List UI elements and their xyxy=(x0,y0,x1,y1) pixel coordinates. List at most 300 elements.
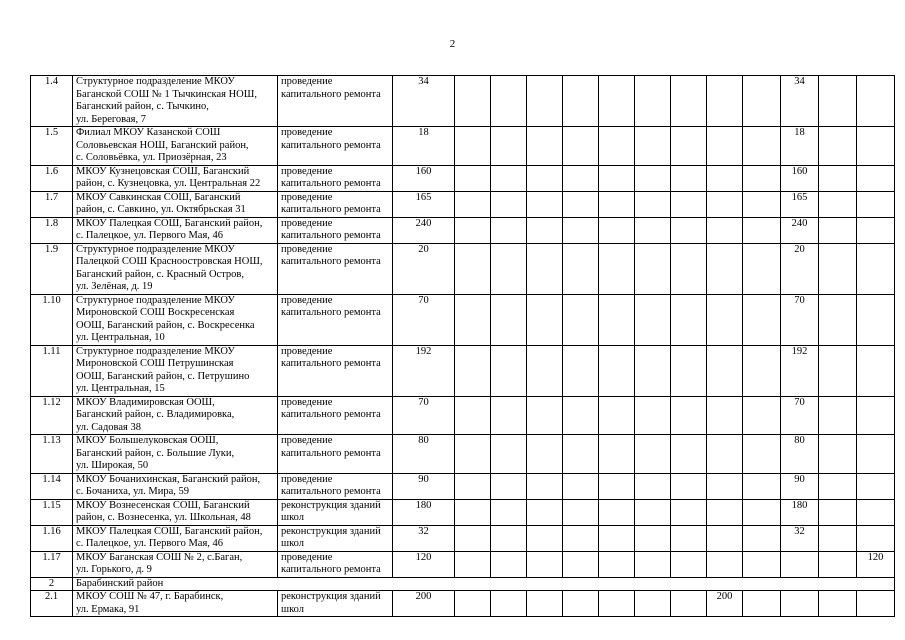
empty-cell xyxy=(527,243,563,294)
institution-name xyxy=(73,435,278,474)
empty-cell xyxy=(455,435,491,474)
table-row xyxy=(31,76,895,127)
empty-cell xyxy=(819,191,857,217)
empty-cell xyxy=(671,165,707,191)
empty-cell xyxy=(743,127,781,166)
row-number: 1.4 xyxy=(31,76,73,127)
empty-cell xyxy=(819,345,857,396)
total-value: 165 xyxy=(393,191,455,217)
empty-cell xyxy=(819,165,857,191)
value-cell: 18 xyxy=(781,127,819,166)
empty-cell xyxy=(635,396,671,435)
empty-cell xyxy=(563,243,599,294)
institution-name-line: ул. Центральная, 15 xyxy=(76,383,165,394)
empty-cell xyxy=(599,76,635,127)
empty-cell xyxy=(743,435,781,474)
empty-cell xyxy=(455,551,491,577)
value-cell xyxy=(857,243,895,294)
value-cell xyxy=(857,525,895,551)
work-type-line: проведение xyxy=(281,345,333,357)
total-value: 200 xyxy=(393,591,455,617)
total-value: 180 xyxy=(393,499,455,525)
empty-cell xyxy=(707,191,743,217)
work-type xyxy=(278,435,393,474)
institution-name-line: с. Бочаниха, ул. Мира, 59 xyxy=(76,486,190,497)
row-number: 1.9 xyxy=(31,243,73,294)
institution-name-line: МКОУ Баганская СОШ № 2, с.Баган, xyxy=(76,551,243,563)
total-value: 20 xyxy=(393,243,455,294)
empty-cell xyxy=(671,525,707,551)
empty-cell xyxy=(599,435,635,474)
work-type-line: проведение xyxy=(281,191,333,203)
empty-cell xyxy=(563,525,599,551)
table-row xyxy=(31,165,895,191)
table-row xyxy=(31,473,895,499)
work-type xyxy=(278,345,393,396)
institution-name-line: ООШ, Баганский район, с. Петрушино xyxy=(76,370,250,382)
empty-cell xyxy=(635,591,671,617)
institution-name xyxy=(73,396,278,435)
work-type xyxy=(278,191,393,217)
institution-name-line: МКОУ Большелуковская ООШ, xyxy=(76,435,219,446)
empty-cell xyxy=(599,499,635,525)
empty-cell xyxy=(455,591,491,617)
empty-cell xyxy=(563,76,599,127)
section-number: 2 xyxy=(31,577,73,591)
institution-name-line: Структурное подразделение МКОУ xyxy=(76,243,235,255)
institution-name xyxy=(73,127,278,166)
empty-cell xyxy=(781,591,819,617)
empty-cell xyxy=(563,294,599,345)
institution-name-line: ул. Береговая, 7 xyxy=(76,113,146,125)
value-cell: 200 xyxy=(707,591,743,617)
table-row xyxy=(31,345,895,396)
empty-cell xyxy=(455,127,491,166)
institution-name-line: МКОУ Владимировская ООШ, xyxy=(76,396,215,408)
empty-cell xyxy=(599,345,635,396)
empty-cell xyxy=(671,217,707,243)
empty-cell xyxy=(563,127,599,166)
institution-name xyxy=(73,217,278,243)
empty-cell xyxy=(671,294,707,345)
empty-cell xyxy=(819,294,857,345)
empty-cell xyxy=(527,591,563,617)
institution-name xyxy=(73,345,278,396)
empty-cell xyxy=(599,396,635,435)
institution-name-line: район, с. Кузнецовка, ул. Центральная 22 xyxy=(76,178,261,189)
empty-cell xyxy=(491,435,527,474)
empty-cell xyxy=(491,473,527,499)
work-type-line: капитального ремонта xyxy=(281,88,381,100)
empty-cell xyxy=(563,217,599,243)
empty-cell xyxy=(599,473,635,499)
empty-cell xyxy=(635,525,671,551)
empty-cell xyxy=(563,435,599,474)
value-cell xyxy=(857,217,895,243)
value-cell: 20 xyxy=(781,243,819,294)
empty-cell xyxy=(743,591,781,617)
empty-cell xyxy=(635,127,671,166)
work-type-line: проведение xyxy=(281,435,333,446)
institution-name-line: Филиал МКОУ Казанской СОШ xyxy=(76,127,221,138)
value-cell xyxy=(857,165,895,191)
work-type-line: капитального ремонта xyxy=(281,486,381,497)
empty-cell xyxy=(599,591,635,617)
empty-cell xyxy=(743,191,781,217)
empty-cell xyxy=(635,473,671,499)
work-type-line: проведение xyxy=(281,294,333,306)
institution-name xyxy=(73,499,278,525)
value-cell: 32 xyxy=(781,525,819,551)
empty-cell xyxy=(707,165,743,191)
institution-name xyxy=(73,591,278,617)
work-type-line: проведение xyxy=(281,473,333,485)
work-type-line: школ xyxy=(281,603,305,615)
empty-cell xyxy=(527,473,563,499)
empty-cell xyxy=(455,473,491,499)
work-type xyxy=(278,127,393,166)
empty-cell xyxy=(635,294,671,345)
empty-cell xyxy=(743,165,781,191)
total-value: 240 xyxy=(393,217,455,243)
work-type-line: реконструкция зданий xyxy=(281,591,381,602)
empty-cell xyxy=(563,345,599,396)
empty-cell xyxy=(707,499,743,525)
empty-cell xyxy=(527,191,563,217)
work-type-line: проведение xyxy=(281,127,333,138)
work-type-line: школ xyxy=(281,512,305,523)
value-cell xyxy=(857,76,895,127)
empty-cell xyxy=(819,435,857,474)
value-cell: 34 xyxy=(781,76,819,127)
row-number: 1.8 xyxy=(31,217,73,243)
empty-cell xyxy=(671,345,707,396)
institution-name-line: Баганский район, с. Владимировка, xyxy=(76,409,235,420)
total-value: 70 xyxy=(393,396,455,435)
empty-cell xyxy=(635,243,671,294)
value-cell: 240 xyxy=(781,217,819,243)
work-type-line: проведение xyxy=(281,243,333,255)
empty-cell xyxy=(743,243,781,294)
institution-name xyxy=(73,243,278,294)
empty-cell xyxy=(563,191,599,217)
empty-cell xyxy=(671,76,707,127)
empty-cell xyxy=(527,76,563,127)
empty-cell xyxy=(819,76,857,127)
value-cell: 160 xyxy=(781,165,819,191)
total-value: 70 xyxy=(393,294,455,345)
table-row xyxy=(31,217,895,243)
empty-cell xyxy=(491,294,527,345)
work-type xyxy=(278,76,393,127)
row-number: 1.14 xyxy=(31,473,73,499)
institution-name-line: ул. Горького, д. 9 xyxy=(76,564,152,575)
value-cell xyxy=(857,127,895,166)
empty-cell xyxy=(819,525,857,551)
empty-cell xyxy=(743,217,781,243)
value-cell xyxy=(857,499,895,525)
empty-cell xyxy=(707,473,743,499)
empty-cell xyxy=(707,294,743,345)
empty-cell xyxy=(455,525,491,551)
institution-name-line: Мироновской СОШ Петрушинская xyxy=(76,358,234,369)
institution-name-line: с. Палецкое, ул. Первого Мая, 46 xyxy=(76,538,224,549)
institution-name-line: ул. Зелёная, д. 19 xyxy=(76,281,153,292)
row-number: 1.11 xyxy=(31,345,73,396)
work-type-line: капитального ремонта xyxy=(281,307,381,318)
empty-cell xyxy=(707,525,743,551)
empty-cell xyxy=(707,127,743,166)
empty-cell xyxy=(491,127,527,166)
work-type-line: реконструкция зданий xyxy=(281,499,381,511)
empty-cell xyxy=(455,396,491,435)
empty-cell xyxy=(491,499,527,525)
institution-name-line: Баганский район, с. Красный Остров, xyxy=(76,268,244,280)
empty-cell xyxy=(527,345,563,396)
table-row xyxy=(31,591,895,617)
empty-cell xyxy=(819,551,857,577)
table-row xyxy=(31,551,895,577)
table-row xyxy=(31,499,895,525)
institution-name-line: ул. Центральная, 10 xyxy=(76,332,165,343)
empty-cell xyxy=(491,243,527,294)
table-row xyxy=(31,127,895,166)
empty-cell xyxy=(599,165,635,191)
value-cell xyxy=(857,191,895,217)
empty-cell xyxy=(527,217,563,243)
institution-name-line: район, с. Вознесенка, ул. Школьная, 48 xyxy=(76,512,251,523)
total-value: 34 xyxy=(393,76,455,127)
empty-cell xyxy=(635,76,671,127)
institution-name xyxy=(73,165,278,191)
work-type-line: капитального ремонта xyxy=(281,447,381,459)
work-type xyxy=(278,243,393,294)
work-type xyxy=(278,499,393,525)
value-cell xyxy=(857,294,895,345)
empty-cell xyxy=(527,435,563,474)
empty-cell xyxy=(491,396,527,435)
empty-cell xyxy=(491,525,527,551)
total-value: 90 xyxy=(393,473,455,499)
institution-name xyxy=(73,473,278,499)
institution-name-line: с. Палецкое, ул. Первого Мая, 46 xyxy=(76,230,224,241)
row-number: 2.1 xyxy=(31,591,73,617)
empty-cell xyxy=(455,243,491,294)
empty-cell xyxy=(563,591,599,617)
empty-cell xyxy=(743,76,781,127)
empty-cell xyxy=(707,435,743,474)
work-type-line: проведение xyxy=(281,551,333,563)
empty-cell xyxy=(599,217,635,243)
empty-cell xyxy=(819,243,857,294)
institution-name-line: ул. Ермака, 91 xyxy=(76,603,140,615)
empty-cell xyxy=(671,127,707,166)
value-cell: 120 xyxy=(857,551,895,577)
empty-cell xyxy=(491,345,527,396)
work-type-line: капитального ремонта xyxy=(281,178,381,189)
work-type xyxy=(278,165,393,191)
value-cell xyxy=(857,345,895,396)
page-number: 2 xyxy=(449,38,456,50)
institution-name-line: МКОУ Вознесенская СОШ, Баганский xyxy=(76,499,250,511)
empty-cell xyxy=(743,551,781,577)
section-row xyxy=(31,577,895,591)
empty-cell xyxy=(455,499,491,525)
empty-cell xyxy=(527,525,563,551)
empty-cell xyxy=(527,165,563,191)
empty-cell xyxy=(743,396,781,435)
empty-cell xyxy=(491,76,527,127)
institution-name-line: МКОУ Палецкая СОШ, Баганский район, xyxy=(76,217,263,229)
work-type-line: проведение xyxy=(281,165,333,177)
empty-cell xyxy=(707,396,743,435)
empty-cell xyxy=(743,499,781,525)
institution-name-line: ООШ, Баганский район, с. Воскресенка xyxy=(76,319,255,331)
empty-cell xyxy=(599,243,635,294)
empty-cell xyxy=(707,243,743,294)
empty-cell xyxy=(491,217,527,243)
total-value: 18 xyxy=(393,127,455,166)
value-cell: 192 xyxy=(781,345,819,396)
table-row xyxy=(31,525,895,551)
institution-name-line: МКОУ Кузнецовская СОШ, Баганский xyxy=(76,165,250,177)
empty-cell xyxy=(455,165,491,191)
work-type xyxy=(278,473,393,499)
value-cell xyxy=(857,396,895,435)
work-type-line: школ xyxy=(281,538,305,549)
empty-cell xyxy=(599,525,635,551)
empty-cell xyxy=(707,217,743,243)
row-number: 1.10 xyxy=(31,294,73,345)
work-type xyxy=(278,525,393,551)
empty-cell xyxy=(857,591,895,617)
institution-name-line: Мироновской СОШ Воскресенская xyxy=(76,307,235,318)
table-row xyxy=(31,294,895,345)
empty-cell xyxy=(491,165,527,191)
empty-cell xyxy=(671,591,707,617)
institution-name-line: МКОУ СОШ № 47, г. Барабинск, xyxy=(76,591,224,602)
institution-name xyxy=(73,551,278,577)
institution-name-line: Палецкой СОШ Красноостровская НОШ, xyxy=(76,256,263,267)
row-number: 1.16 xyxy=(31,525,73,551)
empty-cell xyxy=(819,127,857,166)
empty-cell xyxy=(743,345,781,396)
empty-cell xyxy=(527,294,563,345)
work-type-line: капитального ремонта xyxy=(281,204,381,215)
row-number: 1.6 xyxy=(31,165,73,191)
work-type-line: капитального ремонта xyxy=(281,358,381,369)
empty-cell xyxy=(819,499,857,525)
empty-cell xyxy=(819,591,857,617)
empty-cell xyxy=(743,294,781,345)
empty-cell xyxy=(491,191,527,217)
empty-cell xyxy=(671,473,707,499)
institution-name-line: ул. Садовая 38 xyxy=(76,421,141,433)
value-cell: 80 xyxy=(781,435,819,474)
value-cell: 70 xyxy=(781,294,819,345)
empty-cell xyxy=(527,127,563,166)
empty-cell xyxy=(599,127,635,166)
institution-name-line: МКОУ Палецкая СОШ, Баганский район, xyxy=(76,525,263,537)
row-number: 1.13 xyxy=(31,435,73,474)
institution-name-line: Баганской СОШ № 1 Тычкинская НОШ, xyxy=(76,88,257,100)
empty-cell xyxy=(563,499,599,525)
institution-name-line: МКОУ Бочанихинская, Баганский район, xyxy=(76,473,261,485)
institution-name-line: Соловьевская НОШ, Баганский район, xyxy=(76,139,249,151)
empty-cell xyxy=(671,243,707,294)
institution-name xyxy=(73,191,278,217)
institution-name xyxy=(73,294,278,345)
empty-cell xyxy=(671,396,707,435)
row-number: 1.17 xyxy=(31,551,73,577)
row-number: 1.7 xyxy=(31,191,73,217)
institution-name-line: Структурное подразделение МКОУ xyxy=(76,294,235,306)
total-value: 192 xyxy=(393,345,455,396)
work-type-line: проведение xyxy=(281,76,333,87)
work-type xyxy=(278,294,393,345)
empty-cell xyxy=(635,165,671,191)
empty-cell xyxy=(671,499,707,525)
institution-name-line: МКОУ Савкинская СОШ, Баганский xyxy=(76,191,241,203)
empty-cell xyxy=(491,591,527,617)
empty-cell xyxy=(819,473,857,499)
register-table xyxy=(30,75,895,617)
table-row xyxy=(31,191,895,217)
empty-cell xyxy=(563,396,599,435)
work-type-line: проведение xyxy=(281,217,333,229)
row-number: 1.12 xyxy=(31,396,73,435)
empty-cell xyxy=(563,473,599,499)
institution-name xyxy=(73,76,278,127)
empty-cell xyxy=(563,165,599,191)
value-cell xyxy=(781,551,819,577)
row-number: 1.15 xyxy=(31,499,73,525)
work-type xyxy=(278,217,393,243)
empty-cell xyxy=(743,525,781,551)
institution-name-line: Баганский район, с. Тычкино, xyxy=(76,101,209,112)
institution-name-line: ул. Широкая, 50 xyxy=(76,460,149,471)
empty-cell xyxy=(671,435,707,474)
empty-cell xyxy=(707,345,743,396)
institution-name-line: Баганский район, с. Большие Луки, xyxy=(76,447,235,459)
total-value: 32 xyxy=(393,525,455,551)
work-type-line: капитального ремонта xyxy=(281,409,381,420)
total-value: 120 xyxy=(393,551,455,577)
value-cell: 180 xyxy=(781,499,819,525)
empty-cell xyxy=(599,551,635,577)
empty-cell xyxy=(455,345,491,396)
value-cell: 165 xyxy=(781,191,819,217)
institution-name-line: Структурное подразделение МКОУ xyxy=(76,76,235,87)
empty-cell xyxy=(599,191,635,217)
institution-name-line: район, с. Савкино, ул. Октябрьская 31 xyxy=(76,204,246,215)
value-cell: 90 xyxy=(781,473,819,499)
empty-cell xyxy=(455,191,491,217)
empty-cell xyxy=(707,551,743,577)
empty-cell xyxy=(671,551,707,577)
empty-cell xyxy=(671,191,707,217)
work-type-line: реконструкция зданий xyxy=(281,525,381,537)
empty-cell xyxy=(527,499,563,525)
total-value: 160 xyxy=(393,165,455,191)
empty-cell xyxy=(707,76,743,127)
empty-cell xyxy=(563,551,599,577)
work-type xyxy=(278,591,393,617)
section-title: Барабинский район xyxy=(73,577,895,591)
work-type-line: капитального ремонта xyxy=(281,256,381,267)
institution-name-line: Структурное подразделение МКОУ xyxy=(76,345,235,357)
empty-cell xyxy=(455,294,491,345)
